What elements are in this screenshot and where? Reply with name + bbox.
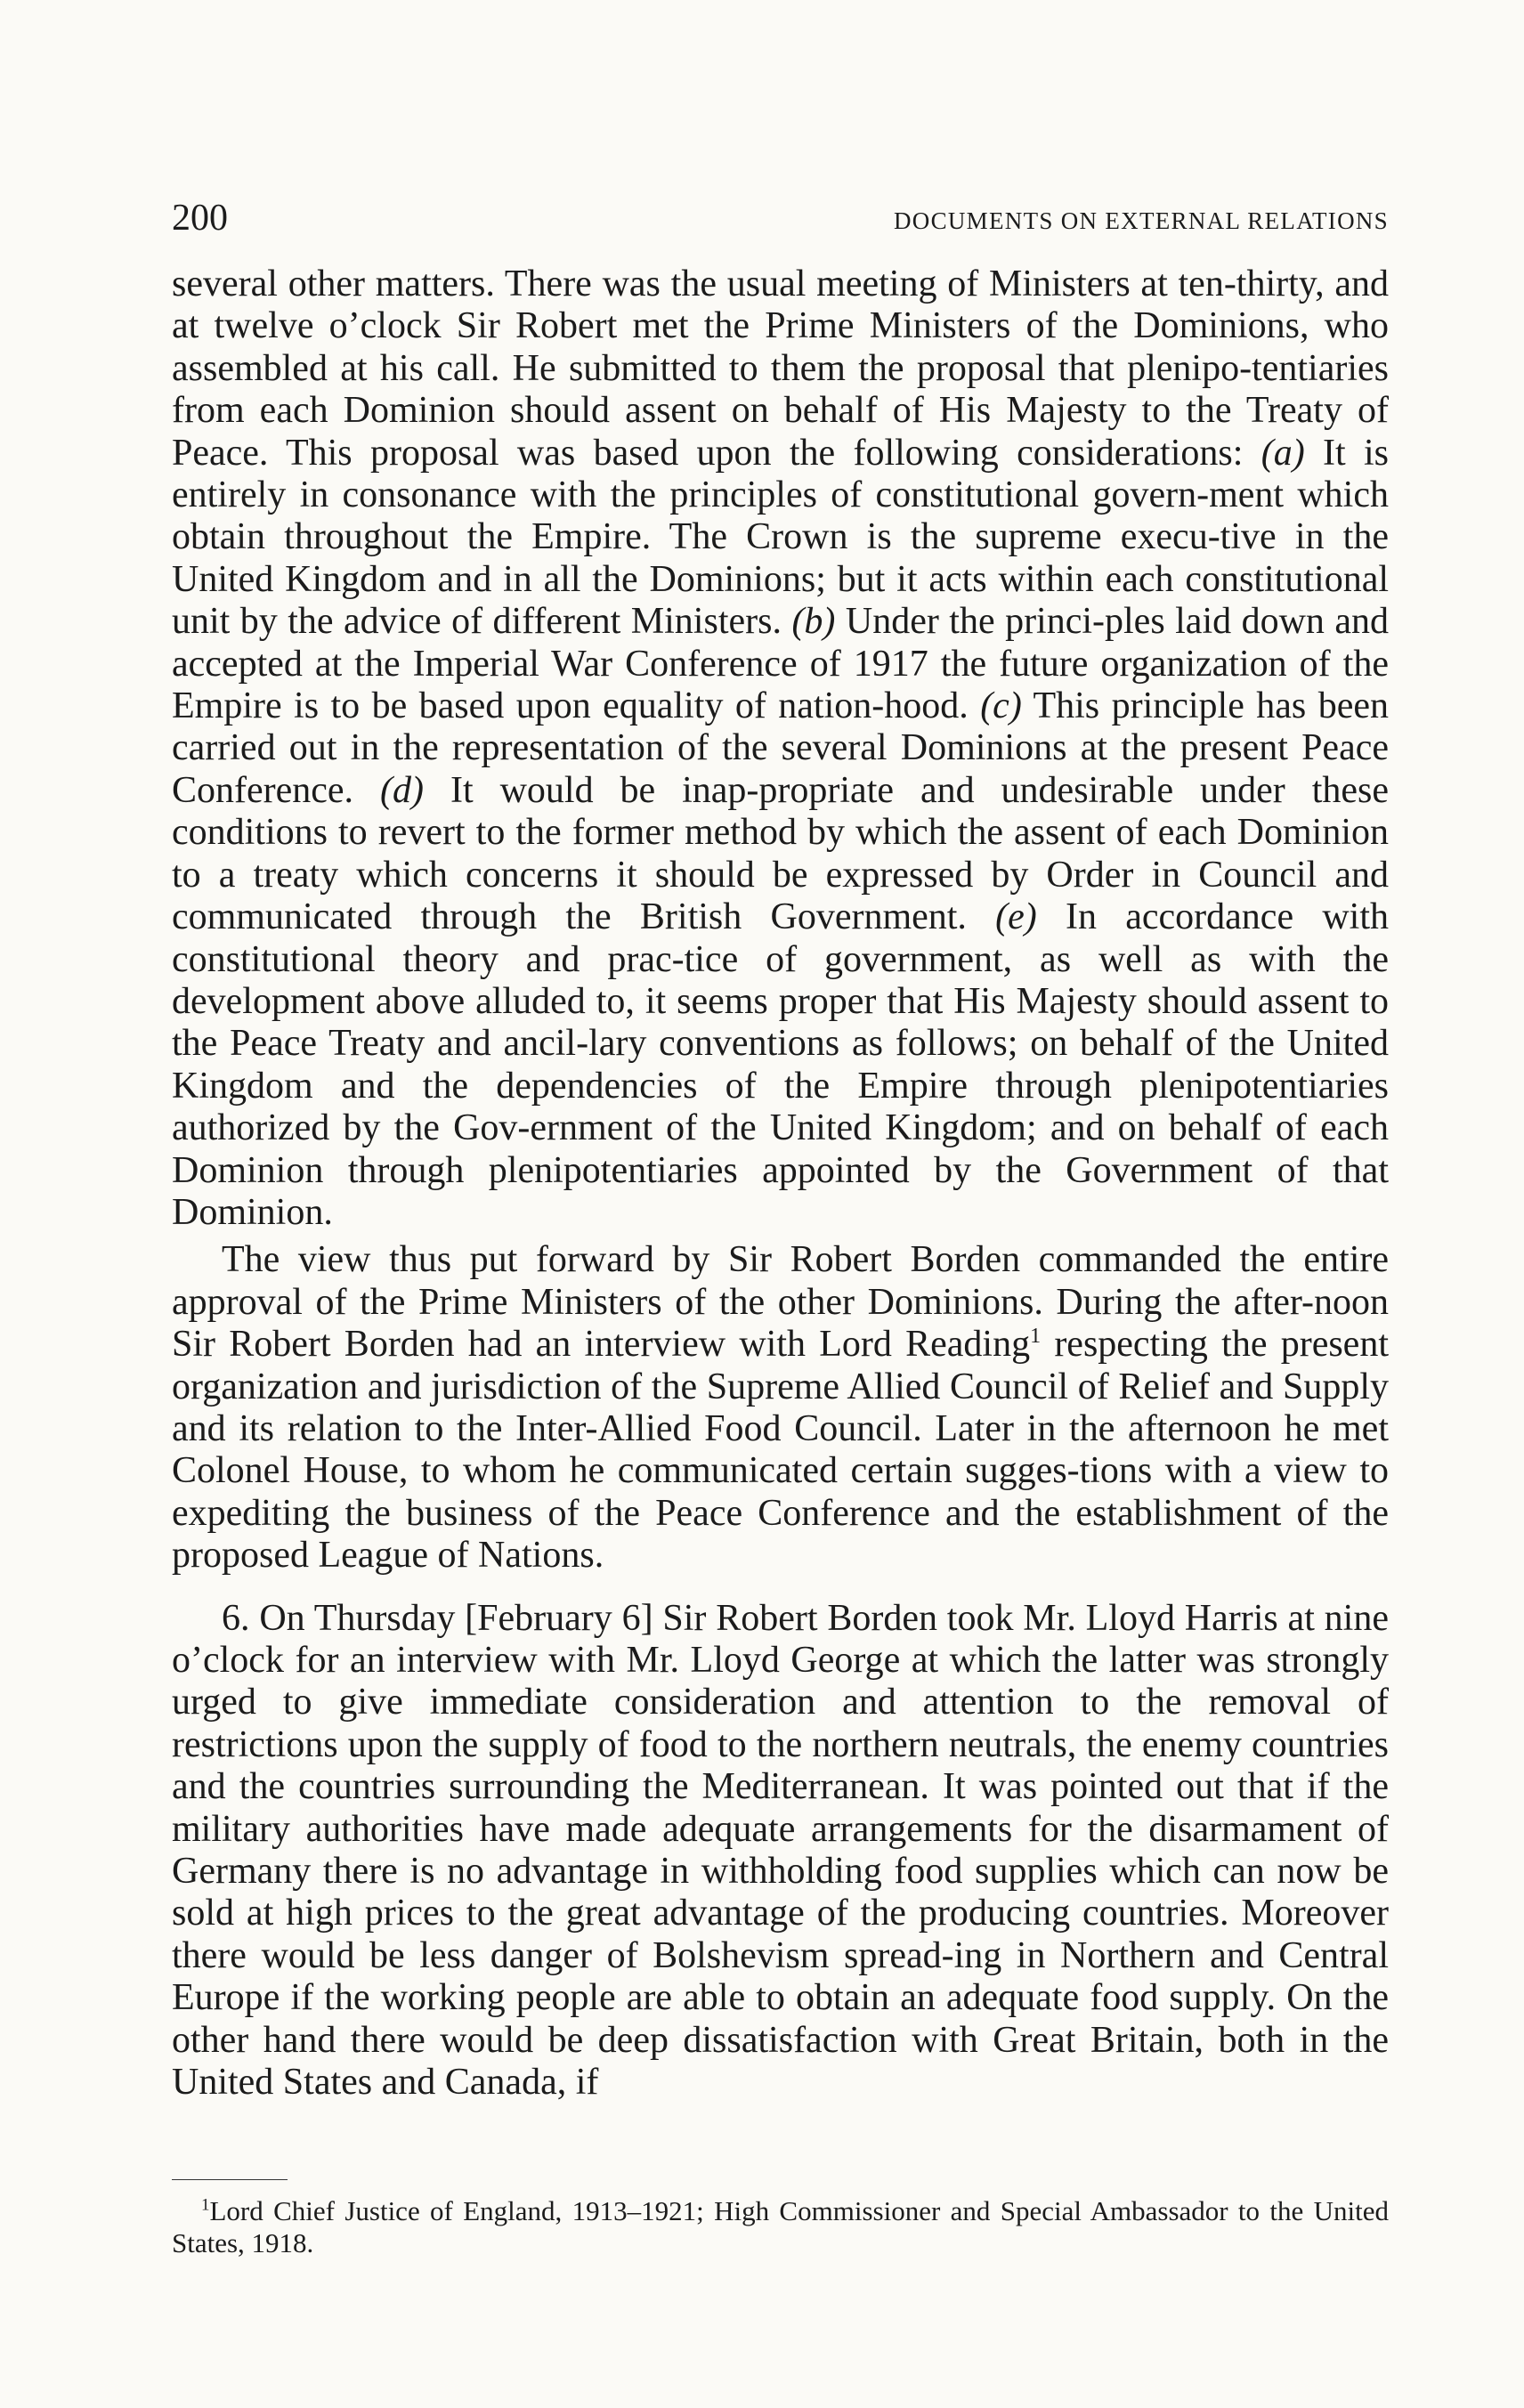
paragraph: The view thus put forward by Sir Robert Borden commanded the entire approval of the Prime Ministers of the other Dominions. During the after-noon Sir Robert Borden had an interview with Lord Reading$^1$ respecting the present organization and jurisdiction of the Supreme Allied Council of Relief and Supply and its relation to the Inter-Allied Food Council. Later in the afternoon he met Colonel House, to whom he communicated certain sugges-tions with a view to expediting the business of the Peace Conference and the establishment of the proposed League of Nations. [172,1239,1389,1577]
item-marker: (c) [980,685,1022,727]
item-marker: (e) [995,896,1037,938]
page-number: 200 [172,198,228,239]
footnote-rule [172,2179,288,2180]
running-head: DOCUMENTS ON EXTERNAL RELATIONS [893,207,1389,234]
footnote-marker: 1 [201,2195,210,2215]
item-marker: (d) [380,769,424,811]
footnote [172,2195,1389,2259]
footnote-text: Lord Chief Justice of England, 1913–1921; High Commissioner and Special Ambassador to the United States, 1918. [172,2195,1389,2258]
footnote-reference: 1 [1030,1325,1042,1349]
item-marker: (b) [791,601,836,643]
paragraph: several other matters. There was the usual meeting of Ministers at ten-thirty, and at twelve o’clock Sir Robert met the Prime Ministers of the Dominions, who assembled at his call. He submitted to them the proposal that plenipo-tentiaries from each Dominion should assent on behalf of His Majesty to the Treaty of Peace. This proposal was based upon the following considerations: (a) It is entirely in consonance with the principles of constitutional govern-ment which obtain throughout the Empire. The Crown is the supreme execu-tive in the United Kingdom and in all the Dominions; but it acts within each constitutional unit by the advice of different Ministers. (b) Under the princi-ples laid down and accepted at the Imperial War Conference of 1917 the future organization of the Empire is to be based upon equality of nation-hood. (c) This principle has been carried out in the representation of the several Dominions at the present Peace Conference. (d) It would be inap-propriate and undesirable under these conditions to revert to the former method by which the assent of each Dominion to a treaty which concerns it should be expressed by Order in Council and communicated through the British Government. (e) In accordance with constitutional theory and prac-tice of government, as well as with the development above alluded to, it seems proper that His Majesty should assent to the Peace Treaty and ancil-lary conventions as follows; on behalf of the United Kingdom and the dependencies of the Empire through plenipotentiaries authorized by the Gov-ernment of the United Kingdom; and on behalf of each Dominion through plenipotentiaries appointed by the Government of that Dominion. [172,264,1389,1233]
item-marker: (a) [1261,432,1305,474]
paragraph: 6. On Thursday [February 6] Sir Robert Borden took Mr. Lloyd Harris at nine o’clock for an interview with Mr. Lloyd George at which the latter was strongly urged to give immediate consideration and attention to the removal of restrictions upon the supply of food to the northern neutrals, the enemy countries and the countries surrounding the Mediterranean. It was pointed out that if the military authorities have made adequate arrangements for the disarmament of Germany there is no advantage in withholding food supplies which can now be sold at high prices to the great advantage of the producing countries. Moreover there would be less danger of Bolshevism spread-ing in Northern and Central Europe if the working people are able to obtain an adequate food supply. On the other hand there would be deep dissatisfaction with Great Britain, both in the United States and Canada, if [172,1597,1389,2104]
body-text [172,264,1389,2104]
